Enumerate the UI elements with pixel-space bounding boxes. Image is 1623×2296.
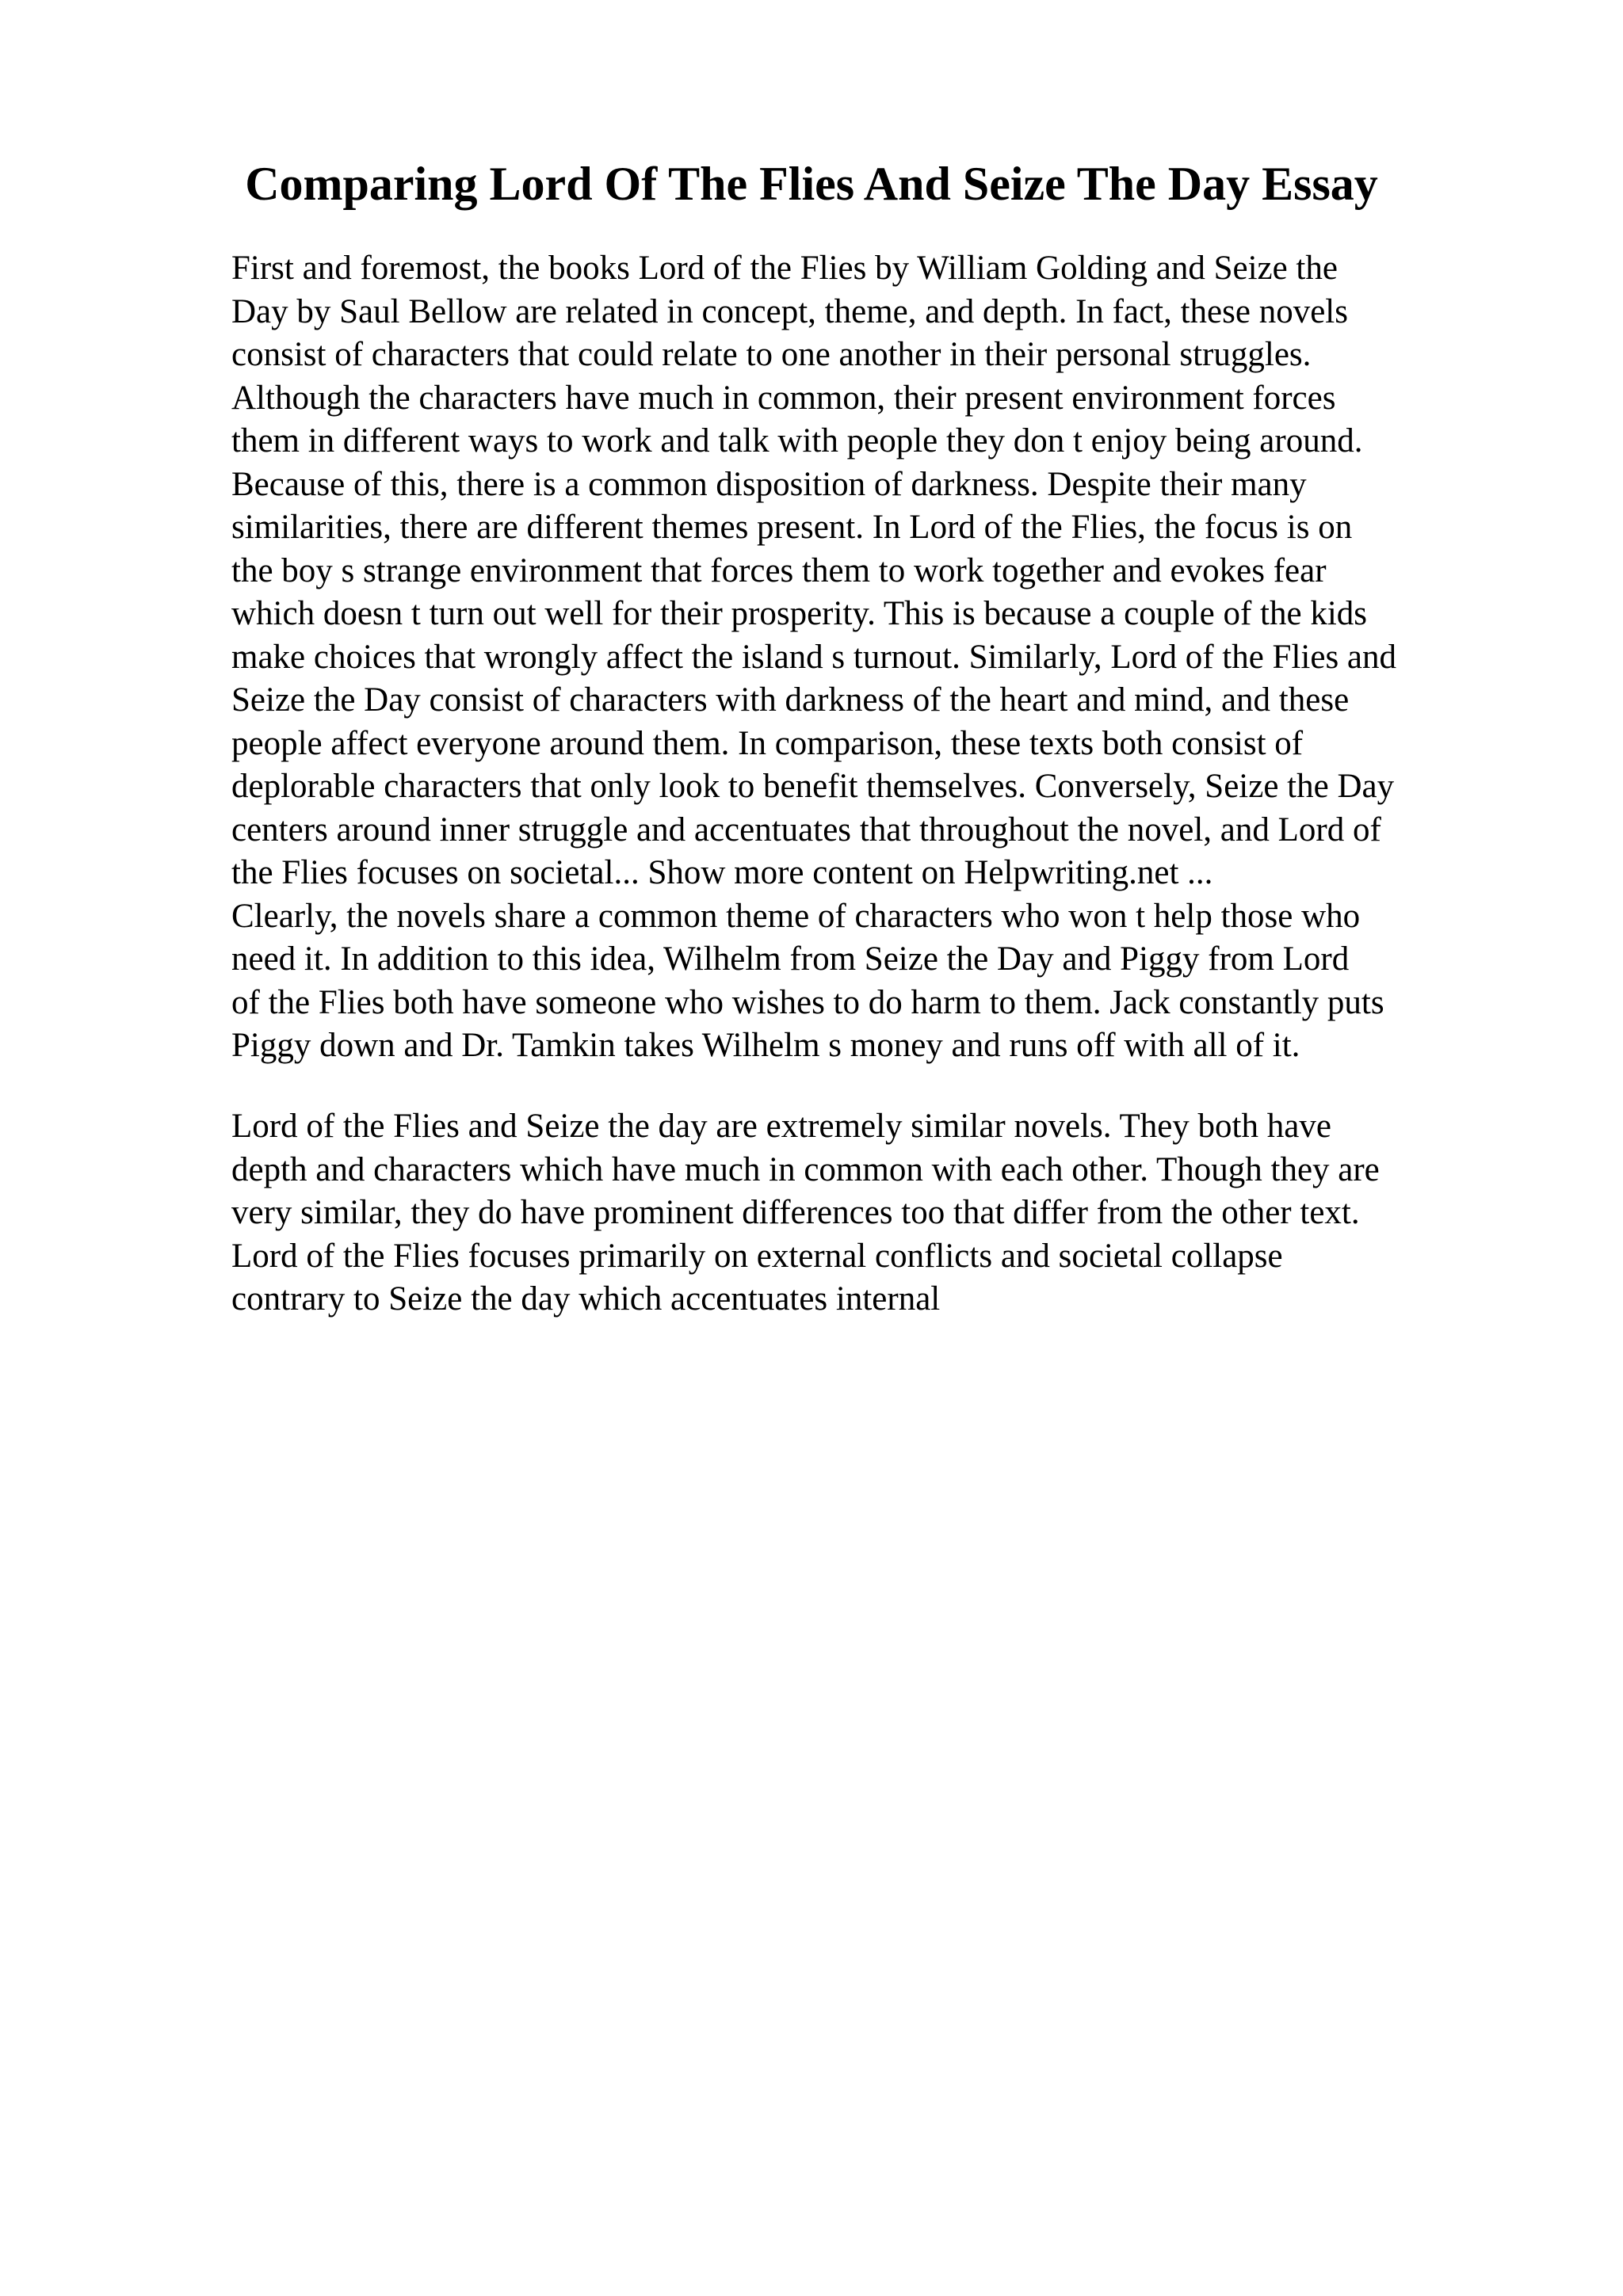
text-line: of the Flies both have someone who wishes to do harm to them. Jack constantly puts: [231, 983, 1384, 1021]
text-line: very similar, they do have prominent differences too that differ from the other text.: [231, 1194, 1360, 1231]
essay-paragraph-2: [231, 1105, 1515, 1322]
text-line: them in different ways to work and talk with people they don t enjoy being around.: [231, 422, 1363, 460]
text-line: similarities, there are different themes present. In Lord of the Flies, the focus is on: [231, 509, 1353, 546]
text-line: deplorable characters that only look to benefit themselves. Conversely, Seize the Day: [231, 768, 1395, 805]
text-line: people affect everyone around them. In comparison, these texts both consist of: [231, 724, 1304, 762]
essay-paragraph-1: [231, 247, 1515, 1068]
text-line: Seize the Day consist of characters with darkness of the heart and mind, and these: [231, 681, 1350, 719]
text-line: depth and characters which have much in common with each other. Though they are: [231, 1150, 1380, 1188]
show-more-line: the Flies focuses on societal... Show more content on Helpwriting.net ...: [231, 854, 1213, 891]
text-line: Because of this, there is a common disposition of darkness. Despite their many: [231, 465, 1307, 503]
text-line: make choices that wrongly affect the island s turnout. Similarly, Lord of the Flies and: [231, 638, 1397, 676]
text-line: Lord of the Flies and Seize the day are extremely similar novels. They both have: [231, 1108, 1331, 1145]
text-line: which doesn t turn out well for their prosperity. This is because a couple of the kids: [231, 595, 1368, 632]
document-title: Comparing Lord Of The Flies And Seize The Day Essay: [245, 158, 1378, 210]
text-line: consist of characters that could relate to one another in their personal struggles.: [231, 336, 1312, 373]
text-line: Clearly, the novels share a common theme of characters who won t help those who: [231, 897, 1361, 935]
text-line: Piggy down and Dr. Tamkin takes Wilhelm s money and runs off with all of it.: [231, 1027, 1300, 1064]
text-line: Although the characters have much in common, their present environment forces: [231, 379, 1336, 417]
text-line: the boy s strange environment that forces them to work together and evokes fear: [231, 551, 1327, 589]
text-line: Day by Saul Bellow are related in concept, theme, and depth. In fact, these novels: [231, 292, 1348, 330]
text-line: contrary to Seize the day which accentuates internal: [231, 1280, 941, 1318]
text-line: First and foremost, the books Lord of the Flies by William Golding and Seize the: [231, 250, 1338, 287]
text-line: Lord of the Flies focuses primarily on external conflicts and societal collapse: [231, 1237, 1283, 1275]
text-line: need it. In addition to this idea, Wilhelm from Seize the Day and Piggy from Lord: [231, 940, 1350, 978]
text-line: centers around inner struggle and accentuates that throughout the novel, and Lord of: [231, 810, 1381, 849]
